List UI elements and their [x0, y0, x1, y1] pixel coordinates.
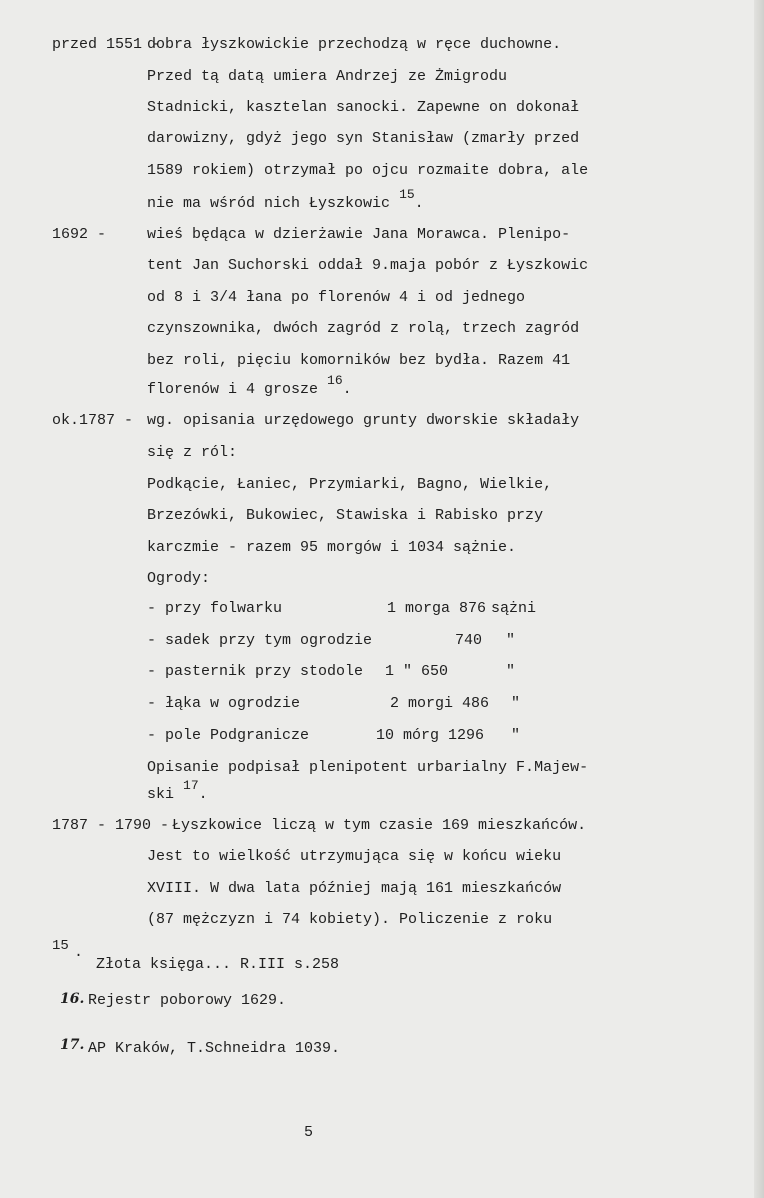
- entry-text-line: 1589 rokiem) otrzymał po ojcu rozmaite dobra, ale: [147, 162, 589, 179]
- garden-name: - sadek przy tym ogrodzie: [147, 632, 373, 649]
- footnote-dot: .: [74, 944, 84, 961]
- garden-qty: 2 morgi 486: [390, 695, 490, 712]
- garden-name: - pole Podgranicze: [147, 727, 310, 744]
- footnote-ref: 17: [183, 778, 199, 793]
- entry-text-line: od 8 i 3/4 łana po florenów 4 i od jednego: [147, 289, 526, 306]
- entry-text-line: tent Jan Suchorski oddał 9.maja pobór z Łyszkowic: [147, 257, 589, 274]
- entry-text-line: bez roli, pięciu komorników bez bydła. Razem 41: [147, 352, 571, 369]
- garden-qty: 1 " 650: [385, 663, 449, 680]
- entry-text-line: dobra łyszkowickie przechodzą w ręce duchowne.: [147, 36, 562, 53]
- entry-text-line: czynszownika, dwóch zagród z rolą, trzech zagród: [147, 320, 580, 337]
- entry-text-line: (87 mężczyzn i 74 kobiety). Policzenie z roku: [147, 911, 553, 928]
- garden-unit: ": [506, 632, 516, 649]
- footnote-number: 17.: [60, 1037, 85, 1053]
- entry-text-line: Łyszkowice liczą w tym czasie 169 mieszkańców.: [172, 817, 587, 834]
- signature-line-last: [147, 778, 208, 804]
- garden-name: - pasternik przy stodole: [147, 663, 364, 680]
- garden-name: - łąka w ogrodzie: [147, 695, 301, 712]
- entry-text-line: Podkącie, Łaniec, Przymiarki, Bagno, Wielkie,: [147, 476, 553, 493]
- entry-text: florenów i 4 grosze: [147, 381, 319, 398]
- page-number: 5: [304, 1124, 314, 1141]
- entry-date: 1787 - 1790 -: [52, 817, 170, 834]
- signature-line: Opisanie podpisał plenipotent urbarialny F.Majew-: [147, 759, 589, 776]
- footnote-number: 16.: [60, 991, 85, 1007]
- entry-text-line: Przed tą datą umiera Andrzej ze Żmigrodu: [147, 68, 508, 85]
- gardens-heading: Ogrody:: [147, 570, 211, 587]
- entry-text: nie ma wśród nich Łyszkowic: [147, 195, 391, 212]
- entry-text-line: wieś będąca w dzierżawie Jana Morawca. Plenipo-: [147, 226, 571, 243]
- entry-text-line: się z ról:: [147, 444, 238, 461]
- footnote-ref: 16: [327, 373, 343, 388]
- entry-text-line: Brzezówki, Bukowiec, Stawiska i Rabisko przy: [147, 507, 544, 524]
- footnote-number: 15: [52, 938, 69, 954]
- footnote-ref: 15: [399, 187, 415, 202]
- entry-text-line: Stadnicki, kasztelan sanocki. Zapewne on dokonał: [147, 99, 580, 116]
- period: .: [414, 195, 424, 212]
- entry-text-line: karczmie - razem 95 morgów i 1034 sążnie.: [147, 539, 517, 556]
- garden-name: - przy folwarku: [147, 600, 283, 617]
- garden-unit: ": [511, 727, 521, 744]
- footnote-text: AP Kraków, T.Schneidra 1039.: [88, 1040, 341, 1057]
- garden-unit: sążni: [491, 600, 537, 617]
- entry-text-line: darowizny, gdyż jego syn Stanisław (zmarły przed: [147, 130, 580, 147]
- entry-text: ski: [147, 786, 175, 803]
- garden-unit: ": [506, 663, 516, 680]
- entry-text-line-last: [147, 373, 352, 399]
- footnote-text: Złota księga... R.III s.258: [96, 956, 340, 973]
- page-edge-shadow: [754, 0, 764, 1198]
- entry-date: przed 1551 -: [52, 36, 161, 53]
- garden-qty: 1 morga 876: [386, 600, 486, 617]
- entry-text-line: XVIII. W dwa lata później mają 161 mieszkańców: [147, 880, 562, 897]
- entry-text-line: Jest to wielkość utrzymująca się w końcu wieku: [147, 848, 562, 865]
- footnote-text: Rejestr poborowy 1629.: [88, 992, 287, 1009]
- period: .: [342, 381, 352, 398]
- entry-date: ok.1787 -: [52, 412, 134, 429]
- entry-text-line-last: [147, 187, 424, 213]
- garden-qty: 10 mórg 1296: [376, 727, 485, 744]
- period: .: [198, 786, 208, 803]
- entry-date: 1692 -: [52, 226, 107, 243]
- entry-text-line: wg. opisania urzędowego grunty dworskie składały: [147, 412, 580, 429]
- garden-unit: ": [511, 695, 521, 712]
- garden-qty: 740: [454, 632, 482, 649]
